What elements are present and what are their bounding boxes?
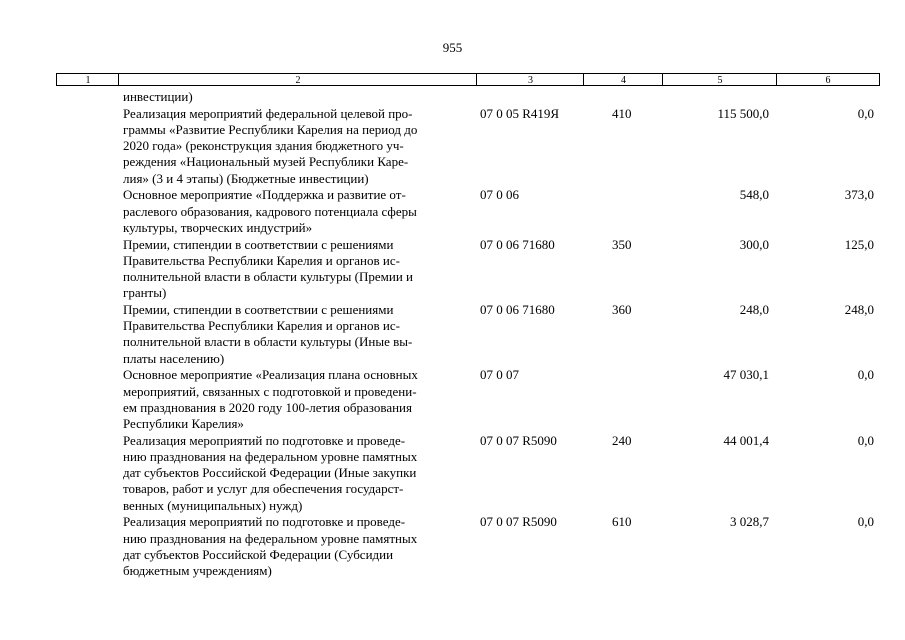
row-value-col5: 44 001,4: [723, 432, 769, 448]
row-name: [123, 187, 473, 236]
row-value-col6: 373,0: [844, 187, 874, 203]
row-name-line: венных (муниципальных) нужд): [123, 497, 303, 513]
row-value-col6: 0,0: [857, 514, 874, 530]
row-name-line: лия» (3 и 4 этапы) (Бюджетные инвестиции): [123, 170, 369, 186]
row-name-line: Правительства Республики Карелия и органов ис-: [123, 252, 400, 268]
row-name-line: Основное мероприятие «Реализация плана основных: [123, 367, 418, 383]
row-code: 07 0 07 R5090: [480, 514, 557, 530]
row-name: [123, 302, 473, 367]
row-name-line: 2020 года» (реконструкция здания бюджетного уч-: [123, 138, 404, 154]
column-header-6: 6: [776, 73, 880, 86]
row-value-col5: 300,0: [739, 236, 769, 252]
row-name: [123, 89, 473, 105]
row-value-col6: 248,0: [844, 301, 874, 317]
row-code: 07 0 06 71680: [480, 301, 555, 317]
row-name: [123, 106, 473, 187]
row-name-line: Премии, стипендии в соответствии с решениями: [123, 301, 394, 317]
row-name-line: Реализация мероприятий федеральной целевой про-: [123, 105, 413, 121]
row-value-col5: 3 028,7: [730, 514, 769, 530]
row-name-line: Премии, стипендии в соответствии с решениями: [123, 236, 394, 252]
row-name-line: полнительной власти в области культуры (Премии и: [123, 268, 414, 284]
column-header-2: 2: [118, 73, 477, 86]
row-name-line: раслевого образования, кадрового потенциала сферы: [123, 203, 417, 219]
row-name-line: ем празднования в 2020 году 100-летия образования: [123, 399, 412, 415]
row-value-col5: 47 030,1: [723, 367, 769, 383]
row-name-line: реждения «Национальный музей Республики Каре-: [123, 154, 409, 170]
row-name-line: полнительной власти в области культуры (Иные вы-: [123, 334, 413, 350]
row-code: 07 0 07: [480, 367, 519, 383]
row-name-line: Республики Карелия»: [123, 415, 244, 431]
row-expense-type: 610: [612, 514, 632, 530]
row-name-line: Реализация мероприятий по подготовке и проведе-: [123, 514, 406, 530]
row-name: [123, 367, 473, 432]
row-code: 07 0 07 R5090: [480, 432, 557, 448]
column-header-4: 4: [583, 73, 663, 86]
row-value-col5: 248,0: [739, 301, 769, 317]
row-name-line: Правительства Республики Карелия и органов ис-: [123, 318, 400, 334]
row-name-line: граммы «Развитие Республики Карелия на период до: [123, 121, 418, 137]
column-header-3: 3: [476, 73, 584, 86]
column-header-1: 1: [56, 73, 119, 86]
row-name-line: платы населению): [123, 350, 225, 366]
row-name-line: бюджетным учреждениям): [123, 562, 272, 578]
row-code: 07 0 06: [480, 187, 519, 203]
row-name-line: нию празднования на федеральном уровне памятных: [123, 530, 418, 546]
row-name-line: инвестиции): [123, 89, 193, 104]
row-value-col6: 0,0: [857, 105, 874, 121]
row-name: [123, 514, 473, 579]
row-name-line: дат субъектов Российской Федерации (Иные закупки: [123, 465, 417, 481]
row-name-line: дат субъектов Российской Федерации (Субсидии: [123, 546, 394, 562]
row-value-col6: 0,0: [857, 367, 874, 383]
row-expense-type: 360: [612, 301, 632, 317]
row-name-line: нию празднования на федеральном уровне памятных: [123, 448, 418, 464]
column-header-5: 5: [662, 73, 777, 86]
row-value-col5: 548,0: [739, 187, 769, 203]
row-name-line: Основное мероприятие «Поддержка и развитие от-: [123, 187, 406, 203]
row-expense-type: 410: [612, 105, 632, 121]
row-name-line: гранты): [123, 285, 167, 301]
row-code: 07 0 06 71680: [480, 236, 555, 252]
row-value-col6: 125,0: [844, 236, 874, 252]
row-expense-type: 350: [612, 236, 632, 252]
page-number: 955: [442, 40, 463, 55]
row-name: [123, 237, 473, 302]
row-name-line: мероприятий, связанных с подготовкой и проведени-: [123, 383, 417, 399]
row-code: 07 0 05 R419Я: [480, 105, 560, 121]
row-name-line: товаров, работ и услуг для обеспечения государст-: [123, 481, 404, 497]
row-value-col5: 115 500,0: [717, 105, 769, 121]
row-name-line: культуры, творческих индустрий»: [123, 219, 313, 235]
row-name: [123, 433, 473, 514]
row-expense-type: 240: [612, 432, 632, 448]
row-value-col6: 0,0: [857, 432, 874, 448]
row-name-line: Реализация мероприятий по подготовке и проведе-: [123, 432, 406, 448]
